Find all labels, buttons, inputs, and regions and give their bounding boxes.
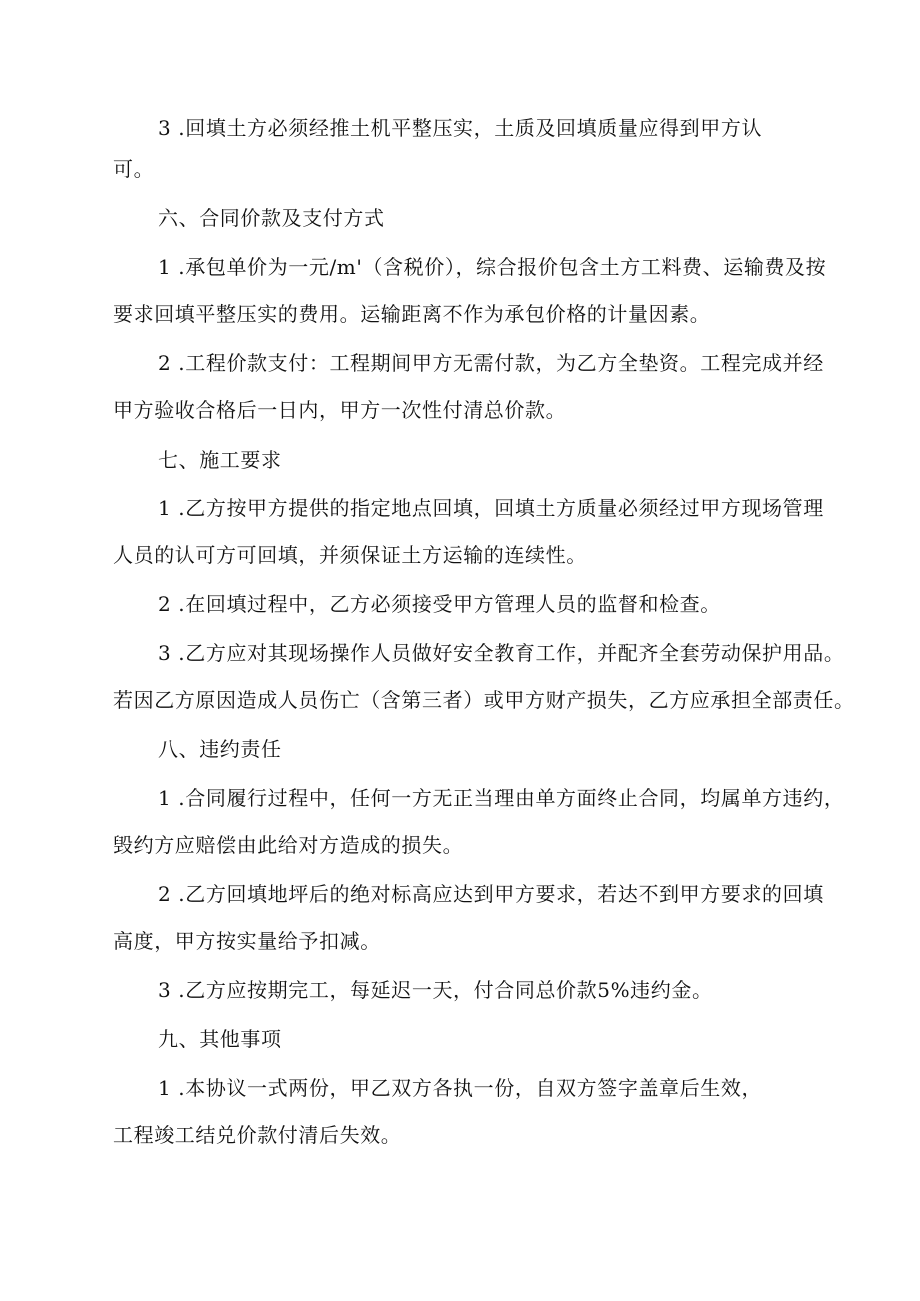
payment-clause-2-line-2: 甲方验收合格后一日内，甲方一次性付清总价款。 bbox=[113, 398, 567, 422]
clause-6-3-line-2: 可。 bbox=[113, 157, 155, 181]
section-heading-construction: 七、施工要求 bbox=[158, 448, 282, 472]
section-heading-other: 九、其他事项 bbox=[158, 1027, 282, 1051]
section-heading-payment: 六、合同价款及支付方式 bbox=[158, 206, 385, 230]
breach-clause-2-line-1: 2 .乙方回填地坪后的绝对标高应达到甲方要求，若达不到甲方要求的回填 bbox=[158, 882, 824, 906]
construction-clause-3-line-1: 3 .乙方应对其现场操作人员做好安全教育工作，并配齐全套劳动保护用品。 bbox=[158, 641, 845, 665]
construction-clause-1-line-2: 人员的认可方可回填，并须保证土方运输的连续性。 bbox=[113, 543, 587, 567]
construction-clause-3-line-2: 若因乙方原因造成人员伤亡（含第三者）或甲方财产损失，乙方应承担全部责任。 bbox=[113, 688, 855, 712]
breach-clause-2-line-2: 高度，甲方按实量给予扣减。 bbox=[113, 929, 381, 953]
breach-clause-1-line-2: 毁约方应赔偿由此给对方造成的损失。 bbox=[113, 833, 464, 857]
construction-clause-1-line-1: 1 .乙方按甲方提供的指定地点回填，回填土方质量必须经过甲方现场管理 bbox=[158, 496, 824, 520]
section-heading-breach: 八、违约责任 bbox=[158, 737, 282, 761]
other-clause-1-line-2: 工程竣工结兑价款付清后失效。 bbox=[113, 1123, 402, 1147]
breach-clause-1-line-1: 1 .合同履行过程中，任何一方无正当理由单方面终止合同，均属单方违约， bbox=[158, 786, 845, 810]
payment-clause-2-line-1: 2 .工程价款支付：工程期间甲方无需付款，为乙方全垫资。工程完成并经 bbox=[158, 351, 824, 375]
breach-clause-3: 3 .乙方应按期完工，每延迟一天，付合同总价款5%违约金。 bbox=[158, 978, 713, 1002]
other-clause-1-line-1: 1 .本协议一式两份，甲乙双方各执一份，自双方签字盖章后生效， bbox=[158, 1076, 763, 1100]
payment-clause-1-line-2: 要求回填平整压实的费用。运输距离不作为承包价格的计量因素。 bbox=[113, 302, 711, 326]
payment-clause-1-line-1: 1 .承包单价为一元/m'（含税价），综合报价包含土方工料费、运输费及按 bbox=[158, 255, 827, 279]
clause-6-3-line-1: 3 .回填土方必须经推土机平整压实，土质及回填质量应得到甲方认 bbox=[158, 116, 763, 140]
construction-clause-2: 2 .在回填过程中，乙方必须接受甲方管理人员的监督和检查。 bbox=[158, 592, 721, 616]
